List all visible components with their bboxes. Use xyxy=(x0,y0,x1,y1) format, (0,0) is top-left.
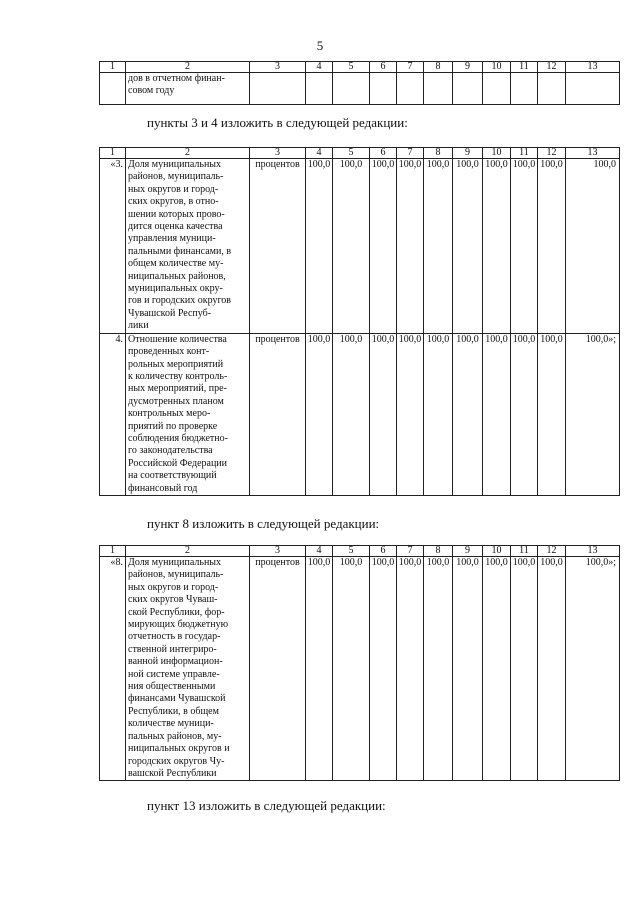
value-cell: 100,0 xyxy=(370,333,397,495)
value-cell: 100,0 xyxy=(483,557,511,781)
value-cell: 100,0 xyxy=(424,159,453,334)
indicators-table-3-4 xyxy=(99,147,620,496)
value-cell: 100,0 xyxy=(333,333,370,495)
unit-cell: процентов xyxy=(250,333,306,495)
value-cell: 100,0 xyxy=(538,159,566,334)
col-header: 5 xyxy=(333,62,370,73)
col-header: 12 xyxy=(538,148,566,159)
value-cell: 100,0 xyxy=(333,159,370,334)
value-cell: 100,0 xyxy=(424,333,453,495)
col-header: 13 xyxy=(566,62,620,73)
col-header: 7 xyxy=(397,62,424,73)
value-cell: 100,0 xyxy=(306,557,333,781)
col-header: 6 xyxy=(370,546,397,557)
indicator-description: дов в отчетном финан- совом году xyxy=(126,73,250,105)
col-header: 6 xyxy=(370,62,397,73)
value-cell: 100,0 xyxy=(483,333,511,495)
instruction-paragraph: пункты 3 и 4 изложить в следующей редакции: xyxy=(147,115,408,130)
col-header: 11 xyxy=(511,62,538,73)
table-row xyxy=(100,73,620,105)
item-number: 4. xyxy=(100,333,126,495)
value-cell: 100,0 xyxy=(397,333,424,495)
table-continuation xyxy=(99,61,620,105)
indicator-description: Доля муниципальных районов, муниципаль- ных округов и город- ских округов, в отно- шении которых прово- дится оценка качества управления муници- пальными финансами, в общем количестве му- ниципальных районов, муниципальных окру- гов и городских округов Чувашской Респуб- лики xyxy=(126,159,250,334)
col-header: 9 xyxy=(453,546,483,557)
col-header: 3 xyxy=(250,62,306,73)
unit-cell: процентов xyxy=(250,159,306,334)
value-cell: 100,0 xyxy=(483,159,511,334)
col-header: 7 xyxy=(397,148,424,159)
value-cell: 100,0 xyxy=(453,159,483,334)
col-header: 1 xyxy=(100,62,126,73)
unit-cell: процентов xyxy=(250,557,306,781)
value-cell: 100,0 xyxy=(333,557,370,781)
value-cell: 100,0 xyxy=(397,159,424,334)
col-header: 1 xyxy=(100,148,126,159)
col-header: 5 xyxy=(333,148,370,159)
col-header: 11 xyxy=(511,546,538,557)
col-header: 12 xyxy=(538,62,566,73)
value-cell: 100,0 xyxy=(538,557,566,781)
col-header: 2 xyxy=(126,148,250,159)
item-number: «8. xyxy=(100,557,126,781)
col-header: 3 xyxy=(250,546,306,557)
col-header: 2 xyxy=(126,546,250,557)
value-cell: 100,0 xyxy=(511,333,538,495)
value-cell: 100,0 xyxy=(370,159,397,334)
value-cell: 100,0 xyxy=(453,557,483,781)
col-header: 11 xyxy=(511,148,538,159)
indicators-table-8 xyxy=(99,545,620,781)
value-cell: 100,0 xyxy=(511,557,538,781)
col-header: 4 xyxy=(306,546,333,557)
value-cell: 100,0 xyxy=(511,159,538,334)
col-header: 13 xyxy=(566,148,620,159)
instruction-paragraph: пункт 8 изложить в следующей редакции: xyxy=(147,516,380,531)
col-header: 6 xyxy=(370,148,397,159)
value-cell: 100,0 xyxy=(306,159,333,334)
value-cell: 100,0»; xyxy=(566,557,620,781)
col-header: 5 xyxy=(333,546,370,557)
col-header: 8 xyxy=(424,546,453,557)
value-cell: 100,0 xyxy=(453,333,483,495)
col-header: 8 xyxy=(424,148,453,159)
table-row xyxy=(100,557,620,781)
col-header: 9 xyxy=(453,148,483,159)
col-header: 2 xyxy=(126,62,250,73)
indicator-description: Отношение количества проведенных конт- рольных мероприятий к количеству контроль- ных мероприятий, пре- дусмотренных планом контрольных меро- приятий по проверке соблюдения бюджетно- го законодательства Российской Федерации на соответствующий финансовый год xyxy=(126,333,250,495)
value-cell: 100,0»; xyxy=(566,333,620,495)
value-cell: 100,0 xyxy=(306,333,333,495)
col-header: 10 xyxy=(483,62,511,73)
value-cell: 100,0 xyxy=(397,557,424,781)
col-header: 12 xyxy=(538,546,566,557)
indicator-description: Доля муниципальных районов, муниципаль- ных округов и город- ских округов Чуваш- ской Республики, фор- мирующих бюджетную отчетность в государ- ственной интегриро- ванной информацион- ной системе управле- ния общественными финансами Чувашской Республики, в общем количестве муници- пальных районов, му- ниципальных округов и городских округов Чу- вашской Республики xyxy=(126,557,250,781)
table-row xyxy=(100,333,620,495)
col-header: 7 xyxy=(397,546,424,557)
col-header: 4 xyxy=(306,148,333,159)
value-cell: 100,0 xyxy=(424,557,453,781)
col-header: 9 xyxy=(453,62,483,73)
col-header: 13 xyxy=(566,546,620,557)
item-number: «3. xyxy=(100,159,126,334)
col-header: 10 xyxy=(483,148,511,159)
value-cell: 100,0 xyxy=(370,557,397,781)
value-cell: 100,0 xyxy=(566,159,620,334)
col-header: 4 xyxy=(306,62,333,73)
col-header: 1 xyxy=(100,546,126,557)
col-header: 3 xyxy=(250,148,306,159)
col-header: 10 xyxy=(483,546,511,557)
col-header: 8 xyxy=(424,62,453,73)
table-row xyxy=(100,159,620,334)
instruction-paragraph: пункт 13 изложить в следующей редакции: xyxy=(147,798,386,813)
value-cell: 100,0 xyxy=(538,333,566,495)
page-number: 5 xyxy=(316,38,324,53)
